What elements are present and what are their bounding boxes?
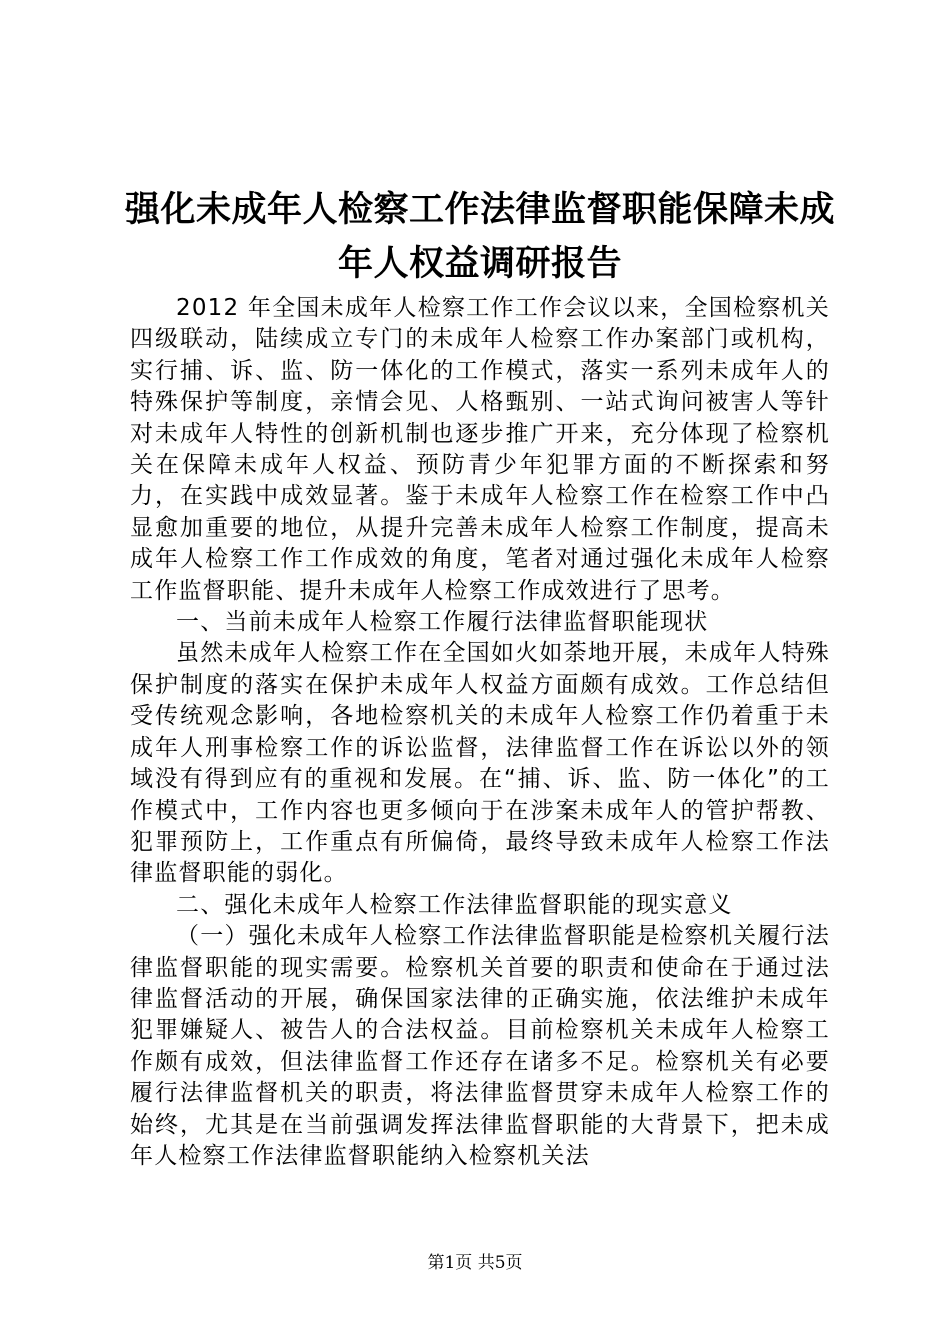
document-body bbox=[130, 293, 830, 1172]
paragraph-current-status: 虽然未成年人检察工作在全国如火如荼地开展，未成年人特殊保护制度的落实在保护未成年人权益方面颇有成效。工作总结但受传统观念影响，各地检察机关的未成年人检察工作仍着重于未成年人刑事检察工作的诉讼监督，法律监督工作在诉讼以外的领域没有得到应有的重视和发展。在“捕、诉、监、防一体化”的工作模式中，工作内容也更多倾向于在涉案未成年人的管护帮教、犯罪预防上，工作重点有所偏倚，最终导致未成年人检察工作法律监督职能的弱化。 bbox=[130, 640, 830, 887]
section-heading-2: 二、强化未成年人检察工作法律监督职能的现实意义 bbox=[176, 891, 733, 918]
paragraph-significance-1: （一）强化未成年人检察工作法律监督职能是检察机关履行法律监督职能的现实需要。检察机关首要的职责和使命在于通过法律监督活动的开展，确保国家法律的正确实施，依法维护未成年犯罪嫌疑人、被告人的合法权益。目前检察机关未成年人检察工作颇有成效，但法律监督工作还存在诸多不足。检察机关有必要履行法律监督机关的职责，将法律监督贯穿未成年人检察工作的始终，尤其是在当前强调发挥法律监督职能的大背景下，把未成年人检察工作法律监督职能纳入检察机关法 bbox=[130, 923, 830, 1169]
section-heading-1: 一、当前未成年人检察工作履行法律监督职能现状 bbox=[176, 609, 709, 636]
paragraph-intro: 2012 年全国未成年人检察工作工作会议以来，全国检察机关四级联动，陆续成立专门的未成年人检察工作办案部门或机构，实行捕、诉、监、防一体化的工作模式，落实一系列未成年人的特殊保护等制度，亲情会见、人格甄别、一站式询问被害人等针对未成年人特性的创新机制也逐步推广开来，充分体现了检察机关在保障未成年人权益、预防青少年犯罪方面的不断探索和努力，在实践中成效显著。鉴于未成年人检察工作在检察工作中凸显愈加重要的地位，从提升完善未成年人检察工作制度，提高未成年人检察工作工作成效的角度，笔者对通过强化未成年人检察工作监督职能、提升未成年人检察工作成效进行了思考。 bbox=[130, 295, 830, 604]
page-footer: 第1页 共5页 bbox=[427, 1253, 523, 1273]
document-title-line-1: 强化未成年人检察工作法律监督职能保障未成 bbox=[124, 189, 835, 230]
document-title-line-2: 年人权益调研报告 bbox=[337, 243, 622, 284]
